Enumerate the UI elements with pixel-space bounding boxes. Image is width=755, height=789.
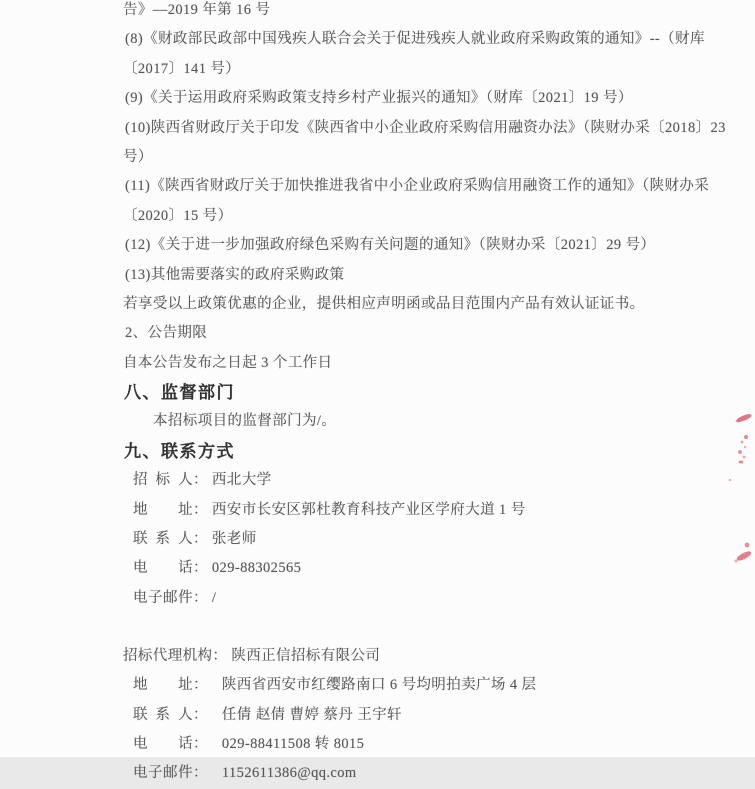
label-colon: ： [193, 472, 208, 489]
document-line: 自本公告发布之日起 3 个工作日 [123, 354, 333, 371]
contact-label: 电子邮件 [133, 765, 193, 782]
contact-value: 张老师 [211, 531, 257, 548]
section-heading: 九、联系方式 [124, 441, 235, 461]
contact-row [133, 701, 755, 730]
contact-value: 西安市长安区郭杜教育科技产业区学府大道 1 号 [211, 501, 526, 518]
document-line: (13)其他需要落实的政府采购政策 [125, 266, 345, 283]
contact-label: 电子邮件 [133, 589, 193, 606]
label-colon: ： [193, 765, 208, 782]
label-colon: ： [193, 735, 208, 752]
label-colon: ： [193, 531, 208, 548]
section-heading: 八、监督部门 [124, 383, 235, 403]
label-colon: ： [193, 501, 208, 518]
label-colon: ： [193, 706, 208, 723]
contact-value: 029-88302565 [211, 560, 302, 577]
contact-value: 任倩 赵倩 曹婷 蔡丹 王宇轩 [221, 706, 402, 723]
contact-value: 1152611386@qq.com [221, 765, 357, 782]
document-line: (10)陕西省财政厅关于印发《陕西省中小企业政府采购信用融资办法》（陕财办采〔2018〕23 [125, 119, 726, 136]
document-line: 本招标项目的监督部门为/。 [153, 413, 337, 430]
contact-row [133, 759, 755, 788]
contact-row [133, 584, 755, 613]
label-colon: ： [193, 560, 208, 577]
contact-row [123, 642, 755, 671]
document-line: (11)《陕西省财政厅关于加快推进我省中小企业政府采购信用融资工作的通知》（陕财办采 [125, 178, 710, 195]
label-colon: ： [193, 677, 208, 694]
document-line: 2、公告期限 [125, 325, 208, 342]
document-line: 号） [123, 148, 153, 165]
contact-label: 联系人 [133, 531, 193, 548]
contact-label: 电话 [133, 560, 193, 577]
document-line: 〔2017〕141 号） [123, 60, 241, 77]
contact-value: 陕西正信招标有限公司 [231, 647, 381, 664]
contact-label: 招标人 [133, 472, 193, 489]
contact-value: / [211, 589, 217, 606]
document-line: (12)《关于进一步加强政府绿色采购有关问题的通知》（陕财办采〔2021〕29 号） [125, 237, 656, 254]
contact-row [133, 496, 755, 525]
contact-label: 电话 [133, 735, 193, 752]
contact-row [133, 671, 755, 700]
document-line: (9)《关于运用政府采购政策支持乡村产业振兴的通知》（财库〔2021〕19 号） [125, 90, 633, 107]
document-line: (8)《财政部民政部中国残疾人联合会关于促进残疾人就业政府采购政策的通知》--（财库 [125, 31, 705, 48]
label-colon: ： [212, 647, 228, 664]
contact-value: 西北大学 [211, 472, 272, 489]
document-line: 若享受以上政策优惠的企业，提供相应声明函或品目范围内产品有效认证证书。 [123, 295, 645, 312]
contact-label: 联系人 [133, 706, 193, 723]
contact-value: 029-88411508 转 8015 [221, 735, 365, 752]
contact-label: 招标代理机构 [123, 647, 213, 664]
contact-label: 地址 [133, 501, 193, 518]
contact-label: 地址 [133, 677, 193, 694]
contact-row [133, 730, 755, 759]
contact-row [133, 525, 755, 554]
contact-value: 陕西省西安市红缨路南口 6 号均明拍卖广场 4 层 [221, 677, 537, 694]
blank-line [123, 613, 755, 642]
label-colon: ： [193, 589, 208, 606]
document-line: 〔2020〕15 号） [123, 207, 233, 224]
document-line: 告》—2019 年第 16 号 [123, 2, 271, 18]
contact-row [133, 554, 755, 583]
contact-row [133, 466, 755, 495]
